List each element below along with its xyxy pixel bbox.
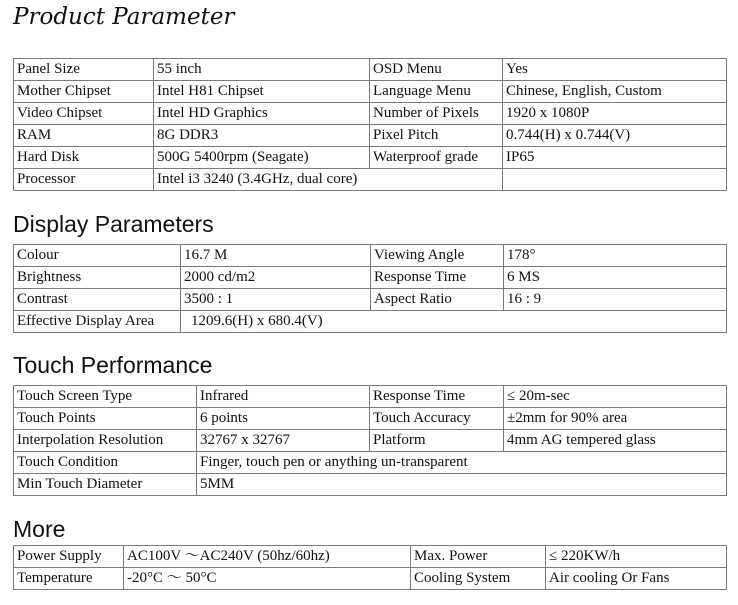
spec-value: Intel i3 3240 (3.4GHz, dual core) [154,169,503,191]
spec-value: 2000 cd/m2 [181,267,371,289]
spec-label: Cooling System [411,568,546,590]
table-row [14,474,727,496]
table-row [14,430,727,452]
spec-label: Panel Size [14,59,154,81]
product-parameter-table [13,58,727,191]
spec-label: Brightness [14,267,181,289]
spec-label: Min Touch Diameter [14,474,197,496]
spec-value: 6 MS [504,267,727,289]
spec-value: Yes [503,59,727,81]
spec-label: Contrast [14,289,181,311]
spec-label: Viewing Angle [371,245,504,267]
spec-label: Video Chipset [14,103,154,125]
spec-value: Finger, touch pen or anything un-transparent [197,452,727,474]
spec-value: 16 : 9 [504,289,727,311]
spec-value: 1209.6(H) x 680.4(V) [181,311,727,333]
spec-value: 6 points [197,408,370,430]
table-row [14,546,727,568]
spec-label: Touch Points [14,408,197,430]
table-row [14,125,727,147]
empty-cell [503,169,727,191]
spec-label: Number of Pixels [370,103,503,125]
spec-value: ±2mm for 90% area [504,408,727,430]
section-title-display-parameters: Display Parameters [13,211,214,237]
table-row [14,245,727,267]
spec-value: 0.744(H) x 0.744(V) [503,125,727,147]
spec-value: 1920 x 1080P [503,103,727,125]
spec-value: 32767 x 32767 [197,430,370,452]
spec-label: Colour [14,245,181,267]
spec-value: ≤ 20m-sec [504,386,727,408]
spec-value: 16.7 M [181,245,371,267]
spec-label: Pixel Pitch [370,125,503,147]
more-table [13,545,727,590]
spec-label: Temperature [14,568,124,590]
spec-value: 500G 5400rpm (Seagate) [154,147,370,169]
table-row [14,452,727,474]
spec-label: Platform [370,430,504,452]
spec-label: Hard Disk [14,147,154,169]
spec-value: Intel H81 Chipset [154,81,370,103]
spec-label: Response Time [370,386,504,408]
spec-label: Touch Screen Type [14,386,197,408]
section-title-more: More [13,516,66,542]
spec-label: Touch Condition [14,452,197,474]
spec-value: 4mm AG tempered glass [504,430,727,452]
spec-value: IP65 [503,147,727,169]
spec-value: -20°C ～ 50°C [124,568,411,590]
table-row [14,81,727,103]
table-row [14,59,727,81]
table-row [14,311,727,333]
spec-value: 5MM [197,474,727,496]
touch-performance-table [13,385,727,496]
spec-label: Effective Display Area [14,311,181,333]
spec-value: AC100V ～AC240V (50hz/60hz) [124,546,411,568]
display-parameters-table [13,244,727,333]
table-row [14,103,727,125]
spec-value: 55 inch [154,59,370,81]
table-row [14,568,727,590]
spec-label: Waterproof grade [370,147,503,169]
table-row [14,147,727,169]
table-row [14,169,727,191]
spec-value: Intel HD Graphics [154,103,370,125]
spec-label: Language Menu [370,81,503,103]
section-title-touch-performance: Touch Performance [13,352,213,378]
spec-label: OSD Menu [370,59,503,81]
spec-label: Aspect Ratio [371,289,504,311]
spec-value: 178° [504,245,727,267]
spec-label: Max. Power [411,546,546,568]
table-row [14,289,727,311]
spec-label: Processor [14,169,154,191]
spec-value: 3500 : 1 [181,289,371,311]
spec-value: ≤ 220KW/h [546,546,727,568]
table-row [14,386,727,408]
table-row [14,408,727,430]
spec-label: Interpolation Resolution [14,430,197,452]
spec-label: Response Time [371,267,504,289]
spec-value: Infrared [197,386,370,408]
spec-value: 8G DDR3 [154,125,370,147]
spec-value: Air cooling Or Fans [546,568,727,590]
spec-label: Mother Chipset [14,81,154,103]
table-row [14,267,727,289]
spec-label: RAM [14,125,154,147]
section-title-product-parameter: Product Parameter [13,4,235,30]
spec-label: Touch Accuracy [370,408,504,430]
spec-label: Power Supply [14,546,124,568]
spec-value: Chinese, English, Custom [503,81,727,103]
